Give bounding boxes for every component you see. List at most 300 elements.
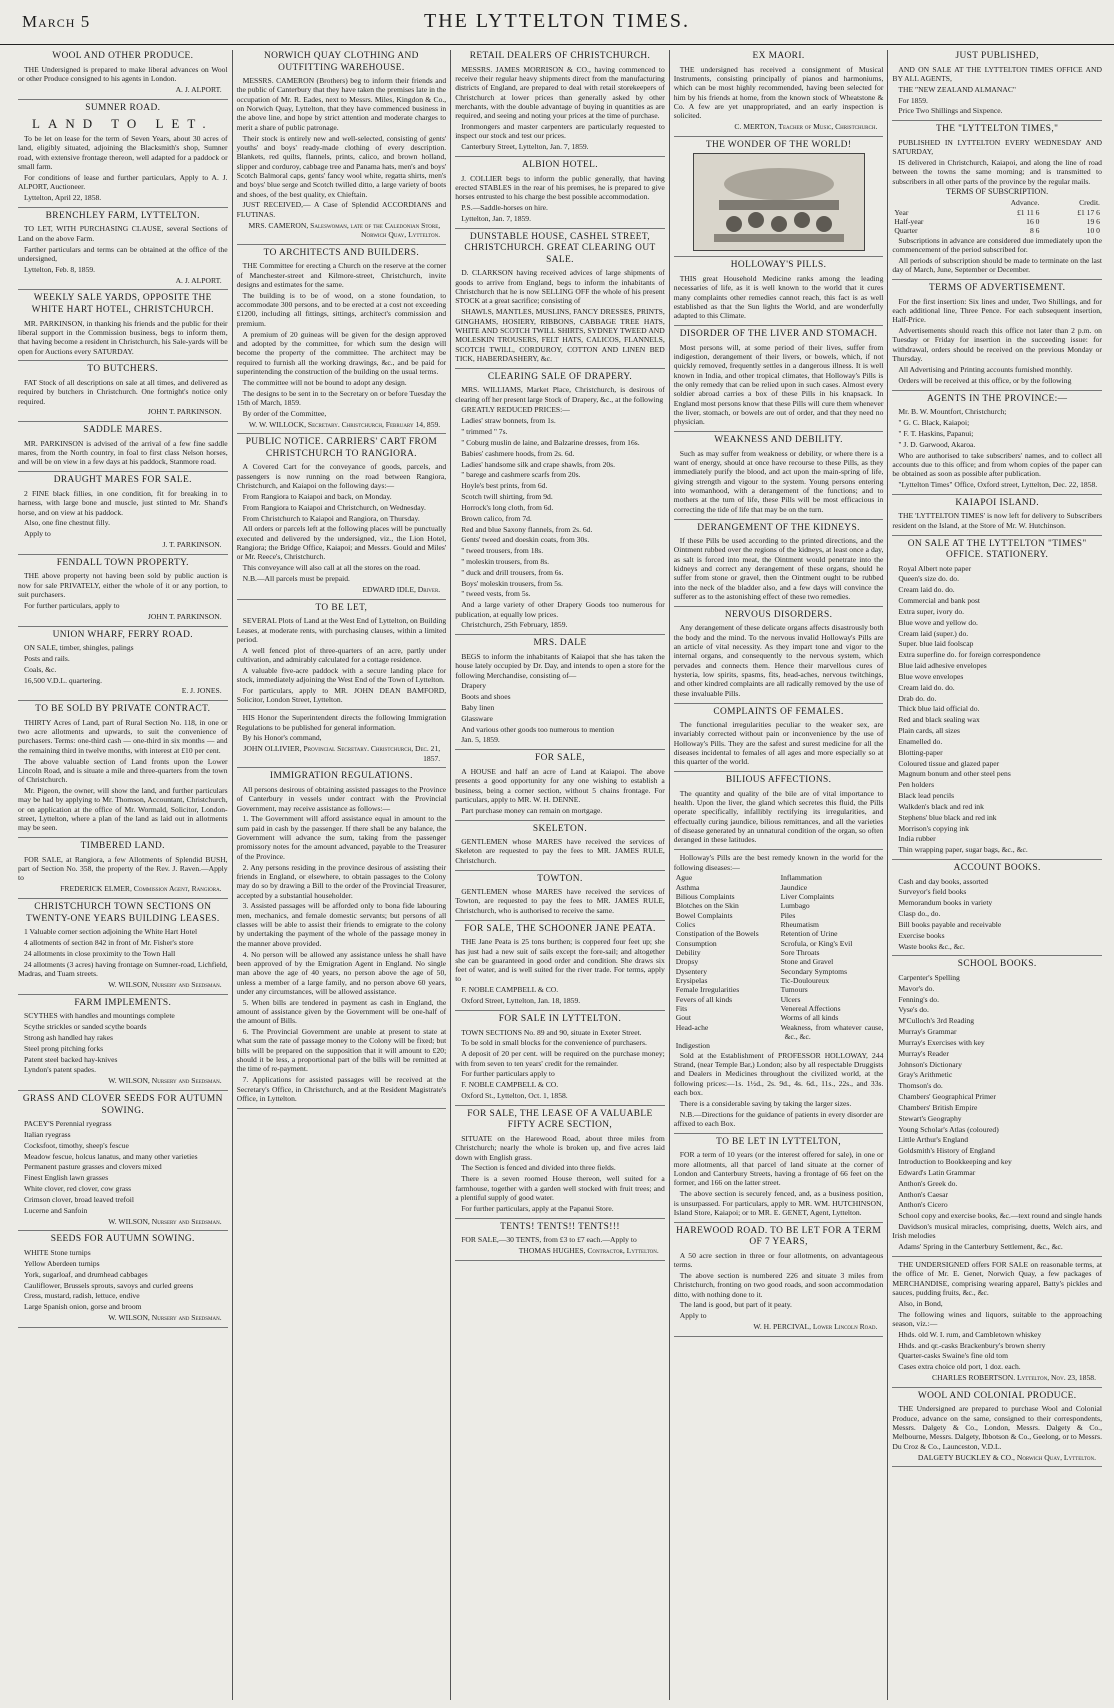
advertisement <box>892 124 1102 280</box>
ad-text: The above section is securely fenced, and, as a business position, is unsurpassed. For particulars, apply to MR. WM. HUTCHINSON, Island Store, Kaiapoi; or to MR. E. GENET, Agent, Lyttelton. <box>673 1189 884 1217</box>
ad-title: TERMS OF ADVERTISEMENT. <box>929 283 1066 294</box>
ad-text: Who are authorised to take subscribers' names, and to collect all accounts due to this office; and from whom copies of the paper can be obtained as soon as possible after publication. <box>892 450 1102 479</box>
newspaper-title: THE LYTTELTON TIMES. <box>424 10 690 32</box>
ad-signature: JOHN OLLIVIER, Provincial Secretary. Christchurch, Dec. 21, 1857. <box>243 744 441 763</box>
ad-text: The following wines and liquors, suitable to the approaching season, viz.:— <box>892 1309 1102 1328</box>
disease-list <box>674 873 884 1050</box>
ad-text: School copy and exercise books, &c.—text round and single hands <box>898 1211 1102 1221</box>
ad-text: To be sold in small blocks for the convenience of purchasers. <box>461 1038 647 1048</box>
ad-title: THE WONDER OF THE WORLD! <box>705 139 852 150</box>
issue-date: March 5 <box>22 12 91 31</box>
ad-text: Orders will be received at this office, or by the following <box>898 375 1072 385</box>
ad-text: MESSRS. CAMERON (Brothers) beg to inform their friends and the public of Canterbury that they have taken the premises late in the occupation of Mr. R. Eades, next to Messrs. Miles, Kingdon & Co., on Norwich Quay, Lyttelton, that they have commenced business in the above line, and hope by strict attention and moderate charges to merit a share of public patronage. <box>236 76 447 132</box>
ad-text: Introduction to Bookkeeping and key <box>898 1157 1012 1167</box>
disease-item: Stone and Gravel <box>780 957 834 967</box>
ad-text: " moleskin trousers, from 8s. <box>461 557 550 566</box>
ad-text: " trimmed " 7s. <box>461 427 508 437</box>
ad-signature: A. J. ALPORT. <box>175 275 222 285</box>
terms-column-header: Advance. <box>1010 198 1040 208</box>
advertisement <box>18 704 228 838</box>
ad-text: Brown calico, from 7d. <box>461 513 532 523</box>
advertisement <box>18 1234 228 1327</box>
ad-text: ON SALE, timber, shingles, palings <box>24 643 134 653</box>
ad-text: 16,500 V.D.L. quartering. <box>24 675 102 685</box>
ad-text: Gray's Arithmetic <box>898 1070 953 1080</box>
ad-text: THE UNDERSIGNED offers FOR SALE on reasonable terms, at the office of Mr. E. Genet, Norwich Quay, a few packages of MERCHANDISE, comprising wearing apparel, Batty's pickles and sauces, pudding fruits, &c., &c. <box>892 1259 1102 1297</box>
ad-text: GENTLEMEN whose MARES have received the services of Skeleton are requested to pay the fees to MR. JAMES RULE, Christchurch. <box>455 837 665 865</box>
column-4 <box>670 50 889 1700</box>
ad-text: Also, in Bond, <box>898 1298 943 1308</box>
ad-text: MESSRS. JAMES MORRISON & CO., having commenced to receive their regular heavy shipments direct from the manufacturing districts of England, are prepared to deal with retail storekeepers of Christchurch at lower prices than generally asked by other merchants, with the double advantage of buying in quantities as are required, and seeing and noting your prices at the time of purchase. <box>455 64 665 121</box>
ad-text: Also, one fine chestnut filly. <box>24 518 110 528</box>
ad-text: All periods of subscription should be made to terminate on the last day of March, June, September or December. <box>892 255 1102 275</box>
ad-signature: C. MERTON, Teacher of Music, Christchurch. <box>734 122 878 132</box>
ad-text: Mr. B. W. Mountfort, Christchurch; <box>898 407 1007 417</box>
advertisement <box>674 523 884 607</box>
advertisement <box>892 1391 1102 1468</box>
ad-signature: A. J. ALPORT. <box>175 84 222 94</box>
ad-text: 3. Assisted passages will be afforded only to bona fide labouring men, mechanics, and female domestic servants; but persons of all classes will be able to assist their friends to emigrate to the colony by undertaking the payment of the whole of the passage money in the manner above provided. <box>236 901 447 948</box>
ad-text: Ladies' handsome silk and crape shawls, from 20s. <box>461 459 616 469</box>
terms-column-header: Credit. <box>1079 198 1100 208</box>
ad-signature: THOMAS HUGHES, Contractor, Lyttelton. <box>518 1245 659 1255</box>
ad-text: And various other goods too numerous to mention <box>461 724 615 734</box>
ad-text: For the first insertion: Six lines and under, Two Shillings, and for each additional line, Three Pence. For each subsequent insertion, Half-Price. <box>892 296 1102 325</box>
ad-text: Strong ash handled hay rakes <box>24 1032 113 1042</box>
ad-text: Hoyle's best prints, from 6d. <box>461 481 548 491</box>
terms-cell: Year <box>894 207 909 217</box>
ad-text: Cases extra choice old port, 1 doz. each. <box>898 1362 1021 1372</box>
ad-text: " tweed trousers, from 18s. <box>461 546 544 556</box>
ad-title: WOOL AND OTHER PRODUCE. <box>52 51 194 61</box>
ad-text: Steel prong pitching forks <box>24 1043 104 1053</box>
ad-text: Horrock's long cloth, from 6d. <box>461 502 554 512</box>
ad-text: Patent steel backed hay-knives <box>24 1054 118 1064</box>
terms-cell: 10 0 <box>1086 226 1100 236</box>
ad-text: Super. blue laid foolscap <box>898 639 974 649</box>
ad-text: Plain cards, all sizes <box>898 726 960 736</box>
advertisement <box>455 1109 665 1219</box>
advertisement <box>892 394 1102 495</box>
ad-text: By his Honor's command, <box>242 733 322 743</box>
advertisement <box>18 630 228 702</box>
ad-signature: EDWARD IDLE, Driver. <box>362 584 441 594</box>
ad-text: Any derangement of these delicate organs affects disastrously both the body and the mind. To the nervous invalid Holloway's Pills are an article of vital necessity. As they impart tone and vigor to the internal organs, and consequently to the nervous system, which pervades and connects them. Hence their marvellous cures of hysteria, low spirits, spasms, fits, head-aches, nervous twitchings, and other kindred complaints are all radically removed by the use of these invaluable Pills. <box>673 623 884 698</box>
ad-text: Exercise books <box>898 930 945 940</box>
ad-text: " J. D. Garwood, Akaroa. <box>898 439 976 449</box>
advertisement <box>455 232 665 369</box>
disease-item: Retention of Urine <box>780 929 838 939</box>
advertisement <box>455 638 665 750</box>
ad-title: TO BE SOLD BY PRIVATE CONTRACT. <box>35 704 211 715</box>
column-2 <box>233 50 452 1700</box>
ad-text: A well fenced plot of three-quarters of an acre, partly under cultivation, and admirably calculated for a cottage residence. <box>236 645 447 665</box>
ad-text: Clasp do., do. <box>898 909 941 919</box>
ad-text: Fenning's do. <box>898 994 939 1004</box>
advertisement <box>892 863 1102 956</box>
disease-item: Gout <box>675 1013 691 1023</box>
ad-text: " tweed vests, from 5s. <box>461 589 531 599</box>
ad-text: Boys' moleskin trousers, from 5s. <box>461 578 563 588</box>
ad-text: Boots and shoes <box>461 692 511 702</box>
ad-text: PACEY'S Perennial ryegrass <box>24 1119 112 1129</box>
advertisement <box>18 558 228 627</box>
ad-signature: JOHN T. PARKINSON. <box>147 407 222 417</box>
ad-text: From Rangiora to Kaiapoi and back, on Monday. <box>242 491 392 501</box>
ad-text: JUST RECEIVED,— A Case of Splendid ACCORDIANS and FLUTINAS. <box>236 200 447 219</box>
advertisement <box>455 160 665 229</box>
ad-text: Holloway's Pills are the best remedy known in the world for the following diseases:— <box>673 853 884 872</box>
ad-text: Finest English lawn grasses <box>24 1173 109 1183</box>
ad-text: Lucerne and Sanfoin <box>24 1205 88 1215</box>
terms-cell: £1 11 6 <box>1016 207 1040 217</box>
ad-text: Yellow Aberdeen turnips <box>24 1258 100 1268</box>
ad-text: The above valuable section of Land fronts upon the Lower Lincoln Road, and is situate a mile and three-quarters from the town of Christchurch. <box>18 756 228 785</box>
ad-text: THE 'LYTTELTON TIMES' is now left for delivery to Subscribers resident on the Island, at the Store of Mr. W. Hutchinson. <box>892 511 1102 530</box>
ad-title: RETAIL DEALERS OF CHRISTCHURCH. <box>469 51 651 61</box>
advertisement <box>18 293 228 361</box>
column-1 <box>14 50 233 1700</box>
disease-item: Fevers of all kinds <box>675 994 733 1004</box>
ad-title: HOLLOWAY'S PILLS. <box>730 260 827 271</box>
ad-text: 2. Any persons residing in the province desirous of assisting their friends in England, or elsewhere, to obtain passages to the Colony may do so by drawing a Bill to the order of the Provincial Treasurer, accepted by a substantial householder. <box>236 862 447 900</box>
ad-signature: J. T. PARKINSON. <box>162 539 222 549</box>
ad-text: SHAWLS, MANTLES, MUSLINS, FANCY DRESSES, PRINTS, GINGHAMS, HOSIERY, RIBBONS, CABBAGE TREE HATS, WHITE AND SCOTCH TWILL SHIRTS, SYDNEY TWEED AND MOLESKIN TROUSERS, FELT HATS, CALICOS, FLANNELS, SCOTCH TWILL, CORDUROY, COTTON AND LINEN BED TICK, HABERDASHERY, &c. <box>455 307 665 363</box>
ad-title: EX MAORI. <box>752 51 805 61</box>
ad-text: Their stock is entirely new and well-selected, consisting of gents' youths' and boys' ready-made clothing of every description. Blankets, red quilts, flannels, prints, calico, and brown holland, slipper and corduroy, cabbage tree and Panama hats, men's and boys' Scotch Balmoral caps, gents' fancy wool white, regatta shirts, men's and boys' blue serge and Scotch twilled ditto, a large variety of boots and shoes, of the best quality, ex Chieftain. <box>236 133 447 199</box>
ad-title: DUNSTABLE HOUSE, CASHEL STREET, CHRISTCHURCH. GREAT CLEARING OUT SALE. <box>464 231 656 265</box>
disease-item: Ulcers <box>780 994 801 1004</box>
ad-text: Hhds. old W. I. rum, and Cambletown whiskey <box>898 1329 1042 1339</box>
ad-text: SCYTHES with handles and mountings complete <box>24 1011 175 1021</box>
terms-cell: Half-year <box>894 217 924 227</box>
ad-text: Cocksfoot, timothy, sheep's fescue <box>24 1140 129 1150</box>
ad-text: 4. No person will be allowed any assistance unless he shall have been approved of by the Emigration Agent in England. No single man above the age of 40 years, no person above the age of 50, unless a member of a large family, and no person above 60 years, under any circumstances, will be allowed assistance. <box>236 949 447 996</box>
ad-text: Ironmongers and master carpenters are particularly requested to inspect our stock and test our prices. <box>455 122 665 141</box>
disease-item <box>779 1041 884 1050</box>
disease-item: Liver Complaints <box>780 892 834 902</box>
ad-text: For further particulars apply to <box>461 1069 555 1079</box>
advertisement <box>237 603 447 711</box>
ad-text: F. NOBLE CAMPBELL & CO. <box>461 985 559 995</box>
ad-text: Young Scholar's Atlas (coloured) <box>898 1124 999 1134</box>
ad-signature: W. WILSON, Nursery and Seedsman. <box>108 979 222 989</box>
advertisement <box>892 1260 1102 1388</box>
ad-text: 4 allotments of section 842 in front of Mr. Fisher's store <box>24 938 194 948</box>
ad-text: Carpenter's Spelling <box>898 972 960 982</box>
ad-text: Red and blue Saxony flannels, from 2s. 6d. <box>461 524 593 534</box>
ad-text: GENTLEMEN whose MARES have received the services of Towton, are requested to pay the fees to MR. JAMES RULE, Christchurch, who is authorised to receive the same. <box>455 887 665 915</box>
advertisement <box>18 103 228 208</box>
disease-item: Indigestion <box>675 1041 710 1051</box>
ad-text: TOWN SECTIONS No. 89 and 90, situate in Exeter Street. <box>461 1027 642 1037</box>
ad-text: Queen's size do. do. <box>898 574 960 584</box>
ad-title: FARM IMPLEMENTS. <box>74 997 172 1008</box>
ad-text: THIRTY Acres of Land, part of Rural Section No. 118, in one or two acre allotments and upwards, to suit the convenience of purchasers. Terms: one-third cash — one-third in six months — and the remaining third in twelve months, with interest at £10 per cent. <box>18 717 228 755</box>
ad-text: Royal Albert note paper <box>898 563 972 573</box>
ad-text: A 50 acre section in three or four allotments, on advantageous terms. <box>673 1250 884 1270</box>
disease-item: Blotches on the Skin <box>675 901 739 911</box>
ad-title: BILIOUS AFFECTIONS. <box>725 775 832 786</box>
ad-text: 5. When bills are tendered in payment as cash in England, the amount of assistance given by the Government will be one-half of the amount of Bills. <box>236 997 447 1026</box>
advertisement <box>237 771 447 1108</box>
ad-title: COMPLAINTS OF FEMALES. <box>713 706 844 717</box>
ad-text: The Section is fenced and divided into three fields. <box>461 1163 616 1173</box>
masthead <box>0 0 1114 45</box>
ad-text: For further particulars, apply at the Papanui Store. <box>461 1203 614 1213</box>
advertisement <box>674 140 884 258</box>
advertisement <box>674 775 884 850</box>
ad-text: The quantity and quality of the bile are of vital importance to health. Upon the liver, the gland which secretes this fluid, the Pills operate specifically, infallibly rectifying its irregularities, and effectually curing jaundice, bilious remittances, and all the varieties of disease generated by an unnatural condition of the organ, so often deranged in these latitudes. <box>673 788 884 845</box>
advertisement <box>18 902 228 995</box>
ad-text: From Rangiora to Kaiapoi and Christchurch, on Wednesday. <box>242 502 426 512</box>
disease-item: Tic-Douloureux <box>780 976 830 986</box>
ad-text: Waste books &c., &c. <box>898 941 965 951</box>
ad-text: Oxford St., Lyttelton, Oct. 1, 1858. <box>461 1091 568 1100</box>
ad-text: India rubber <box>898 834 936 844</box>
ad-text: For further particulars, apply to <box>24 600 120 610</box>
ad-text: Price Two Shillings and Sixpence. <box>898 106 1003 116</box>
ad-title: ON SALE AT THE LYTTELTON "TIMES" OFFICE. STATIONERY. <box>907 538 1087 561</box>
ad-text: Oxford Street, Lyttelton, Jan. 18, 1859. <box>461 996 581 1006</box>
ad-text: Apply to <box>679 1311 707 1321</box>
ad-text: Cream laid (super.) do. <box>898 628 969 638</box>
terms-column-header <box>892 198 967 207</box>
ad-title: TOWTON. <box>537 873 583 884</box>
ad-text: If these Pills be used according to the printed directions, and the Ointment rubbed over the regions of the kidneys, at least once a day, as salt is forced into meat, the Ointment would penetrate into the kidneys and correct any derangement of these organs, should he suffer from stone or gravel, then the Ointment ought to be rubbed into the neck of the bladder also, and a few days will convince the sufferer as to the astonishing effect of these two remedies. <box>673 536 884 602</box>
ad-text: Coloured tissue and glazed paper <box>898 758 1000 768</box>
ad-text: J. COLLIER begs to inform the public generally, that having erected STABLES in the rear of his premises, he is prepared to give horses entrusted to his charge the best possible accommodation. <box>455 173 665 202</box>
ad-text: SEVERAL Plots of Land at the West End of Lyttelton, on Building Leases, at moderate rents, with purchasing clauses, within a limited period. <box>236 616 447 644</box>
ad-text: Davidson's musical miracles, comprising, duetts, Welch airs, and Irish melodies <box>892 1221 1102 1241</box>
advertisement <box>674 610 884 704</box>
ad-title: BRENCHLEY FARM, LYTTELTON. <box>45 210 200 221</box>
ad-text: PUBLISHED IN LYTTELTON EVERY WEDNESDAY AND SATURDAY, <box>892 137 1102 157</box>
ad-text: THE "NEW ZEALAND ALMANAC" <box>898 84 1017 94</box>
ad-text: " F. T. Haskins, Papanui; <box>898 428 974 438</box>
ad-text: Commercial and bank post <box>898 596 980 606</box>
column-3 <box>451 50 670 1700</box>
ad-text: Lyttelton, Jan. 7, 1859. <box>461 213 532 223</box>
ad-text: Babies' cashmere hoods, from 2s. 6d. <box>461 448 575 458</box>
ad-text: Murray's Grammar <box>898 1027 957 1037</box>
ad-text: From Christchurch to Kaiapoi and Rangiora, on Thursday. <box>242 513 420 523</box>
ad-title: DISORDER OF THE LIVER AND STOMACH. <box>679 329 878 340</box>
ad-text: Anthon's Greek do. <box>898 1178 958 1188</box>
columns <box>14 50 1106 1700</box>
advertisement <box>455 1014 665 1106</box>
ad-text: 7. Applications for assisted passages will be received at the Secretary's Office, in Christchurch, and at the Resident Magistrate's Office, in Lyttelton. <box>236 1075 447 1103</box>
ad-signature: W. WILSON, Nursery and Seedsman. <box>108 1216 222 1226</box>
ad-text: A Covered Cart for the conveyance of goods, parcels, and passengers is now running on the road between Rangiora, Christchurch, and Kaiapoi on the following days:— <box>236 462 447 491</box>
ad-text: MR. PARKINSON is advised of the arrival of a few fine saddle mares, from the North country, in foal to first class Nelson horses, and will be on view in a few days at his paddock, Stanmore road. <box>18 438 228 467</box>
ad-signature: CHARLES ROBERTSON. Lyttelton, Nov. 23, 1858. <box>932 1373 1096 1383</box>
ad-text: IS delivered in Christchurch, Kaiapoi, and along the line of road between the towns the same morning; and is transmitted to subscribers in all other parts of the province by the regular mails. <box>892 157 1102 186</box>
ad-text: Johnson's Dictionary <box>898 1059 962 1069</box>
disease-item: Lumbago <box>780 901 810 911</box>
advertisement <box>674 51 884 137</box>
ad-text: There is a seven roomed House thereon, well suited for a farmhouse, together with a garden well stocked with fruit trees; and a plentiful supply of good water. <box>455 1174 665 1202</box>
ad-text: Jan. 5, 1859. <box>461 735 500 745</box>
advertisement <box>18 1094 228 1231</box>
advertisement <box>455 753 665 820</box>
ad-text: Lyttelton, April 22, 1858. <box>24 193 102 203</box>
ad-text: Cress, mustard, radish, lettuce, endive <box>24 1291 140 1301</box>
advertisement <box>892 51 1102 121</box>
ad-signature: FREDERICK ELMER, Commission Agent, Rangiora. <box>60 884 222 894</box>
ad-text: Hhds. and qr.-casks Brackenbury's brown sherry <box>898 1340 1046 1350</box>
ad-text: " Coburg muslin de laine, and Balzarine dresses, from 16s. <box>461 437 640 447</box>
ad-text: THE Undersigned is prepared to make liberal advances on Wool or other Produce consigned to his agents in London. <box>18 64 228 83</box>
ad-title: IMMIGRATION REGULATIONS. <box>269 771 413 782</box>
ad-text: The committee will not be bound to adopt any design. <box>242 377 407 387</box>
disease-item: Erysipelas <box>675 976 708 986</box>
ad-text: D. CLARKSON having received advices of large shipments of goods to arrive from England, begs to inform the inhabitants of Christchurch that he is now SELLING OFF the whole of his present STOCK at a great sacrifice; consisting of <box>455 268 665 306</box>
ad-signature: DALGETY BUCKLEY & CO., Norwich Quay, Lyttelton. <box>917 1452 1096 1462</box>
ad-text: Cream laid do. do. <box>898 682 955 692</box>
ad-text: Permanent pasture grasses and clovers mixed <box>24 1162 162 1172</box>
ad-text: Meadow fescue, holcus lanatus, and many other varieties <box>24 1151 198 1161</box>
ad-title: MRS. DALE <box>533 638 587 649</box>
ad-text: The building is to be of wood, on a stone foundation, to accommodate 300 persons, and to be erected at a cost not exceeding £1200, including all fittings, sittings, architect's commission and premium. <box>236 290 447 328</box>
ad-text: AND ON SALE AT THE LYTTELTON TIMES OFFICE AND BY ALL AGENTS, <box>892 64 1102 83</box>
ad-text: Chambers' Geographical Primer <box>898 1092 996 1102</box>
ad-title: TO BE LET, <box>315 602 368 613</box>
ad-title: FOR SALE, THE SCHOONER JANE PEATA. <box>464 923 656 934</box>
ad-text: By order of the Committee, <box>242 408 327 418</box>
ad-text: TO LET, WITH PURCHASING CLAUSE, several Sections of Land on the above Farm. <box>18 224 228 243</box>
disease-item: Bowel Complaints <box>675 910 733 920</box>
ad-text: BEGS to inform the inhabitants of Kaiapoi that she has taken the house lately occupied by Dr. Day, and intends to open a store for the following Merchandise, consisting of— <box>455 651 665 680</box>
ad-text: THE undersigned has received a consignment of Musical Instruments, consisting principally of pianos and harmoniums, which can be most highly recommended, having been selected for him by his friends at home, from the known stock of Wheatstone & Co. A few are yet unappropriated, and an early inspection is solicited. <box>673 64 884 121</box>
ad-text: Chambers' British Empire <box>898 1102 978 1112</box>
ad-title: PUBLIC NOTICE. CARRIERS' CART FROM CHRISTCHURCH TO RANGIORA. <box>245 437 438 459</box>
advertisement <box>18 364 228 422</box>
advertisement <box>892 959 1102 1257</box>
ad-title: CLEARING SALE OF DRAPERY. <box>487 371 633 382</box>
ad-text: Such as may suffer from weakness or debility, or where there is a want of energy, should at once have recourse to these Pills, as they immediately purify the blood, and act upon the main-spring of life, giving strength and vigour to the system. Young persons entering into womanhood, with a derangement of the functions; and to mothers at the turn of life, these Pills will be most efficacious in correcting the tide of life that may be on the turn. <box>673 448 884 514</box>
ad-signature: MRS. CAMERON, Saleswoman, late of the Caledonian Store, Norwich Quay, Lyttelton. <box>248 220 441 239</box>
ad-text: Mr. Pigeon, the owner, will show the land, and further particulars may be had by applying to Mr. Thomson, Accountant, Christchurch, or on application at the office of Mr. Wormald, Solicitor, London-street, Lyttelton, where a plan of the land as laid out in allotments may be seen. <box>18 786 228 833</box>
ad-title: GRASS AND CLOVER SEEDS FOR AUTUMN SOWING. <box>22 1094 223 1116</box>
ad-text: Red and black sealing wax <box>898 715 980 725</box>
ad-title: NORWICH QUAY CLOTHING AND OUTFITTING WAREHOUSE. <box>263 51 419 73</box>
ad-title: SADDLE MARES. <box>83 425 163 436</box>
disease-item: Debility <box>675 948 701 958</box>
ad-text: Pen holders <box>898 780 935 790</box>
ad-text: THE Committee for erecting a Church on the reserve at the corner of Manchester-street and Kilmore-street, Christchurch, invite designs and estimates for the same. <box>236 261 447 289</box>
ad-text: 2 FINE black fillies, in one condition, fit for breaking in to harness, with large bone and muscle, just stinted to Mr. Shand's horse, and on view at his paddock. <box>18 488 228 517</box>
ad-text: Drab do. do. <box>898 693 937 703</box>
advertisement <box>18 841 228 899</box>
ad-text: Goldsmith's History of England <box>898 1146 995 1156</box>
ad-title: FENDALL TOWN PROPERTY. <box>56 557 189 568</box>
ad-text: Sold at the Establishment of PROFESSOR HOLLOWAY, 244 Strand, (near Temple Bar,) London; also by all respectable Druggists and Dealers in Medicines throughout the civilized world, at the following prices:—1s. 1½d., 2s. 9d., 4s. 6d., 11s., 22s., and 33s. each box. <box>673 1050 884 1097</box>
ad-text: THE Undersigned are prepared to purchase Wool and Colonial Produce, advance on the same, consigned to their correspondents, Messrs. Dalgety & Co., London, Messrs. Dalgety & Co., Melbourne, Messrs. Dalgety, Ibbotson & Co., Geelong, or to Messrs. Du Croz & Co., Launceston, V.D.L. <box>892 1404 1102 1451</box>
ad-text: Extra superfine do. for foreign correspondence <box>898 650 1041 660</box>
ad-text: 24 allotments in close proximity to the Town Hall <box>24 948 176 958</box>
disease-item: Colics <box>675 920 696 930</box>
terms-cell: 8 6 <box>1029 226 1040 236</box>
advertisement <box>892 498 1102 536</box>
ad-text: " duck and drill trousers, from 6s. <box>461 567 564 577</box>
ad-text: Little Arthur's England <box>898 1135 969 1145</box>
ad-text: The land is good, but part of it peaty. <box>679 1300 792 1310</box>
disease-item: Constipation of the Bowels <box>675 929 759 939</box>
ad-text: White clover, red clover, cow grass <box>24 1184 132 1194</box>
ad-title: TO ARCHITECTS AND BUILDERS. <box>263 247 420 258</box>
ad-text: FOR SALE, at Rangiora, a few Allotments of Splendid BUSH, part of Section No. 358, the property of the Rev. J. Raven.—Apply to <box>18 854 228 883</box>
advertisement <box>237 51 447 245</box>
ad-title: TIMBERED LAND. <box>80 841 165 852</box>
ad-text: Adams' Spring in the Canterbury Settlement, &c., &c. <box>898 1242 1063 1252</box>
advertisement <box>674 435 884 519</box>
ad-text: Canterbury Street, Lyttelton, Jan. 7, 1859. <box>461 142 589 152</box>
ad-text: GREATLY REDUCED PRICES:— <box>461 405 570 415</box>
ad-text: Edward's Latin Grammar <box>898 1167 976 1177</box>
ad-text: Quarter-casks Swaine's fine old tom <box>898 1351 1008 1361</box>
ad-text: N.B.—All parcels must be prepaid. <box>242 574 350 584</box>
advertisement <box>455 1222 665 1261</box>
ad-text: P.S.—Saddle-horses on hire. <box>461 203 548 213</box>
ad-text: For 1859. <box>898 95 928 105</box>
ad-text: 6. The Provincial Government are unable at present to state at what sum the rate of passage money to the Colony will be fixed; but bills will be prepared on the supposition that it will amount to £20; should it be less, a proportional part of the bills will be remitted at the time of re-payment. <box>236 1027 447 1074</box>
ad-text: M'Culloch's 3rd Reading <box>898 1016 975 1026</box>
ad-text: And a large variety of other Drapery Goods too numerous for publication, at equally low prices. <box>455 600 665 619</box>
disease-item: Scrofula, or King's Evil <box>780 938 853 948</box>
ad-text: Blue wove and yellow do. <box>898 617 978 627</box>
ad-title: TO BE LET IN LYTTELTON, <box>716 1136 841 1147</box>
ad-title: WEEKLY SALE YARDS, OPPOSITE THE WHITE HART HOTEL, CHRISTCHURCH. <box>31 293 214 315</box>
ad-text: Apply to <box>24 529 51 539</box>
ad-text: Cash and day books, assorted <box>898 876 989 886</box>
disease-item: Consumption <box>675 938 717 948</box>
ad-text: Ladies' straw bonnets, from 1s. <box>461 416 556 426</box>
subscription-table <box>892 198 1102 235</box>
disease-item: Dysentery <box>675 966 707 976</box>
ad-text: Magnum bonum and other steel pens <box>898 769 1011 779</box>
ad-text: FOR a term of 10 years (or the interest offered for sale), in one or more allotments, all that parcel of land situate at the corner of London and Canterbury Streets, having a frontage of 66 feet on the former, and 166 on the latter street. <box>673 1150 884 1188</box>
advertisement <box>237 713 447 768</box>
ad-title: SKELETON. <box>532 823 588 834</box>
ad-signature: E. J. JONES. <box>181 686 222 696</box>
ad-text: Memorandum books in variety <box>898 898 993 908</box>
ad-text: Drapery <box>461 681 487 691</box>
disease-item: Piles <box>780 910 796 920</box>
ad-text: Thick blue laid official do. <box>898 704 980 714</box>
ad-text: All persons desirous of obtaining assisted passages to the Province of Canterbury in vessels under contract with the Provincial Government, may receive assistance as follows:— <box>236 784 447 813</box>
advertisement <box>674 1226 884 1337</box>
disease-item: Secondary Symptoms <box>780 966 848 976</box>
advertisement <box>18 51 228 100</box>
ad-text: Part purchase money can remain on mortgage. <box>461 805 603 815</box>
ad-text: Scotch twill shirting, from 9d. <box>461 492 553 502</box>
ad-text: THE above property not having been sold by public auction is now for sale PRIVATELY, either the whole of it or any portion, to suit purchasers. <box>18 571 228 600</box>
advertisement <box>892 539 1102 860</box>
ad-text: A deposit of 20 per cent. will be required on the purchase money; with from seven to ten years' credit for the remainder. <box>455 1049 665 1068</box>
ad-headline: LAND TO LET. <box>32 116 214 132</box>
ad-title: UNION WHARF, FERRY ROAD. <box>52 629 193 640</box>
ad-title: WOOL AND COLONIAL PRODUCE. <box>917 1390 1077 1401</box>
ad-text: Advertisements should reach this office not later than 2 p.m. on Tuesday or Friday for insertion in the succeeding issue: for withdrawal, orders should be received on the previous Monday or Thursday. <box>892 326 1102 364</box>
ad-text: The designs to be sent in to the Secretary on or before Tuesday the 15th of March, 1859. <box>236 388 447 407</box>
ad-title: KAIAPOI ISLAND. <box>955 497 1039 508</box>
ad-title: TENTS! TENTS!! TENTS!!! <box>500 1221 620 1232</box>
terms-cell: Quarter <box>894 226 918 236</box>
ad-text: Blotting-paper <box>898 747 943 757</box>
advertisement <box>455 874 665 921</box>
ad-text: "Lyttelton Times" Office, Oxford street, Lyttelton, Dec. 22, 1858. <box>898 479 1098 489</box>
